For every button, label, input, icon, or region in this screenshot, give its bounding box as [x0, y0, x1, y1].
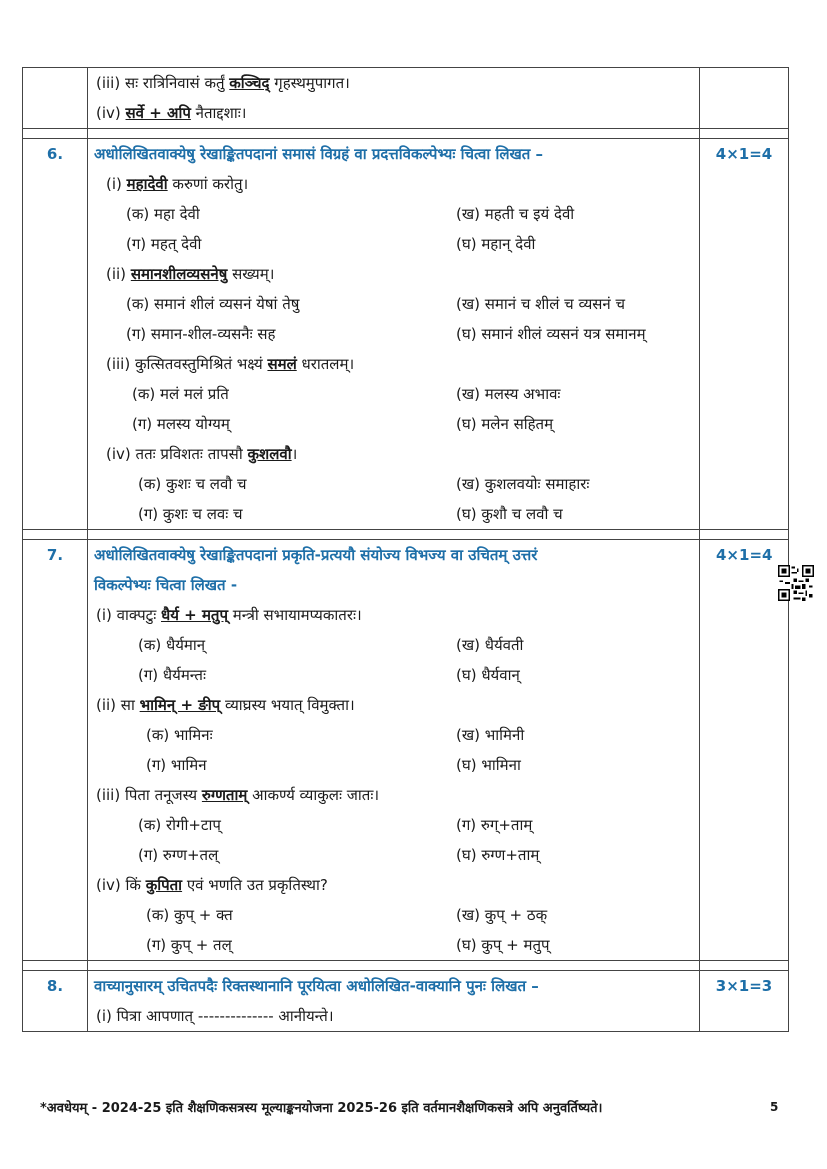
question-text: अधोलिखितवाक्येषु रेखाङ्कितपदानां प्रकृति-प्रत्ययौ संयोज्य विभज्य वा उचितम् उत्तरं [94, 546, 538, 564]
option-row: (ग) कुप् + तल् (घ) कुप् + मतुप् [146, 936, 550, 954]
option-row: (ग) मलस्य योग्यम् (घ) मलेन सहितम् [132, 415, 554, 433]
option-row: (क) रोगी+टाप् (ग) रुग्+ताम् [138, 816, 533, 834]
question-text: अधोलिखितवाक्येषु रेखाङ्कितपदानां समासं विग्रहं वा प्रदत्तविकल्पेभ्यः चित्वा लिखत – [94, 145, 544, 163]
item-statement: (ii) समानशीलव्यसनेषु सख्यम्। [106, 265, 275, 283]
item-statement: (i) महादेवी करुणां करोतु। [106, 175, 249, 193]
prev-item-iii: (iii) सः रात्रिनिवासं कर्तुं कञ्चिद् गृहस्थमुपागत। [96, 74, 350, 92]
option-row: (क) कुप् + क्त (ख) कुप् + ठक् [146, 906, 548, 924]
question-text-cont: विकल्पेभ्यः चित्वा लिखत - [94, 576, 238, 594]
item-statement: (iii) कुत्सितवस्तुमिश्रितं भक्ष्यं समलं धरातलम्। [106, 355, 355, 373]
question-number: 8. [46, 977, 64, 995]
option-row: (क) समानं शीलं व्यसनं येषां तेषु (ख) समानं च शीलं च व्यसनं च [126, 295, 626, 313]
item-statement: (iv) किं कुपिता एवं भणति उत प्रकृतिस्था? [96, 876, 328, 894]
item-statement: (i) पित्रा आपणात् -------------- आनीयन्ते। [96, 1007, 334, 1025]
question-number: 7. [46, 546, 64, 564]
question-6 [23, 139, 789, 530]
option-row: (क) धैर्यमान् (ख) धैर्यवती [138, 636, 524, 654]
item-statement: (i) वाक्पटुः धैर्य + मतुप् मन्त्री सभायामप्यकातरः। [96, 606, 362, 624]
option-row: (ग) भामिन (घ) भामिना [146, 756, 521, 774]
marks-label: 4×1=4 [716, 546, 773, 564]
option-row: (क) मलं मलं प्रति (ख) मलस्य अभावः [132, 385, 561, 403]
question-8 [23, 971, 789, 1032]
continuation-row [23, 68, 789, 129]
option-row: (ग) धैर्यमन्तः (घ) धैर्यवान् [138, 666, 520, 684]
option-row: (ग) रुग्ण+तल् (घ) रुग्ण+ताम् [138, 846, 540, 864]
option-row: (क) कुशः च लवौ च (ख) कुशलवयोः समाहारः [138, 475, 590, 493]
item-statement: (iv) ततः प्रविशतः तापसौ कुशलवौ। [106, 445, 298, 463]
option-row: (ग) महत् देवी (घ) महान् देवी [126, 235, 536, 253]
question-table [22, 67, 789, 1032]
option-row: (ग) कुशः च लवः च (घ) कुशौ च लवौ च [138, 505, 563, 523]
marks-label: 4×1=4 [715, 145, 773, 163]
footer-note: *अवधेयम् - 2024-25 इति शैक्षणिकसत्रस्य मूल्याङ्कनयोजना 2025-26 इति वर्तमानशैक्षणिकसत्रे अपि अनुवर्तिष्यते। [40, 1101, 603, 1116]
option-row: (क) भामिनः (ख) भामिनी [146, 726, 525, 744]
question-number: 6. [46, 145, 64, 163]
item-statement: (ii) सा भामिन् + ङीप् व्याघ्रस्य भयात् विमुक्ता। [96, 696, 355, 714]
question-7 [23, 540, 789, 961]
prev-item-iv: (iv) सर्वे + अपि नैताद्दशाः। [96, 104, 247, 122]
option-row: (ग) समान-शील-व्यसनैः सह (घ) समानं शीलं व्यसनं यत्र समानम् [126, 325, 646, 343]
qr-code-icon [778, 565, 814, 601]
marks-label: 3×1=3 [715, 977, 773, 995]
page-number: 5 [770, 1100, 779, 1114]
question-text: वाच्यानुसारम् उचितपदैः रिक्तस्थानानि पूरयित्वा अधोलिखित-वाक्यानि पुनः लिखत – [94, 977, 539, 995]
option-row: (क) महा देवी (ख) महती च इयं देवी [126, 205, 575, 223]
item-statement: (iii) पिता तनूजस्य रुग्णताम् आकर्ण्य व्याकुलः जातः। [96, 786, 380, 804]
question-sheet [22, 67, 789, 1032]
